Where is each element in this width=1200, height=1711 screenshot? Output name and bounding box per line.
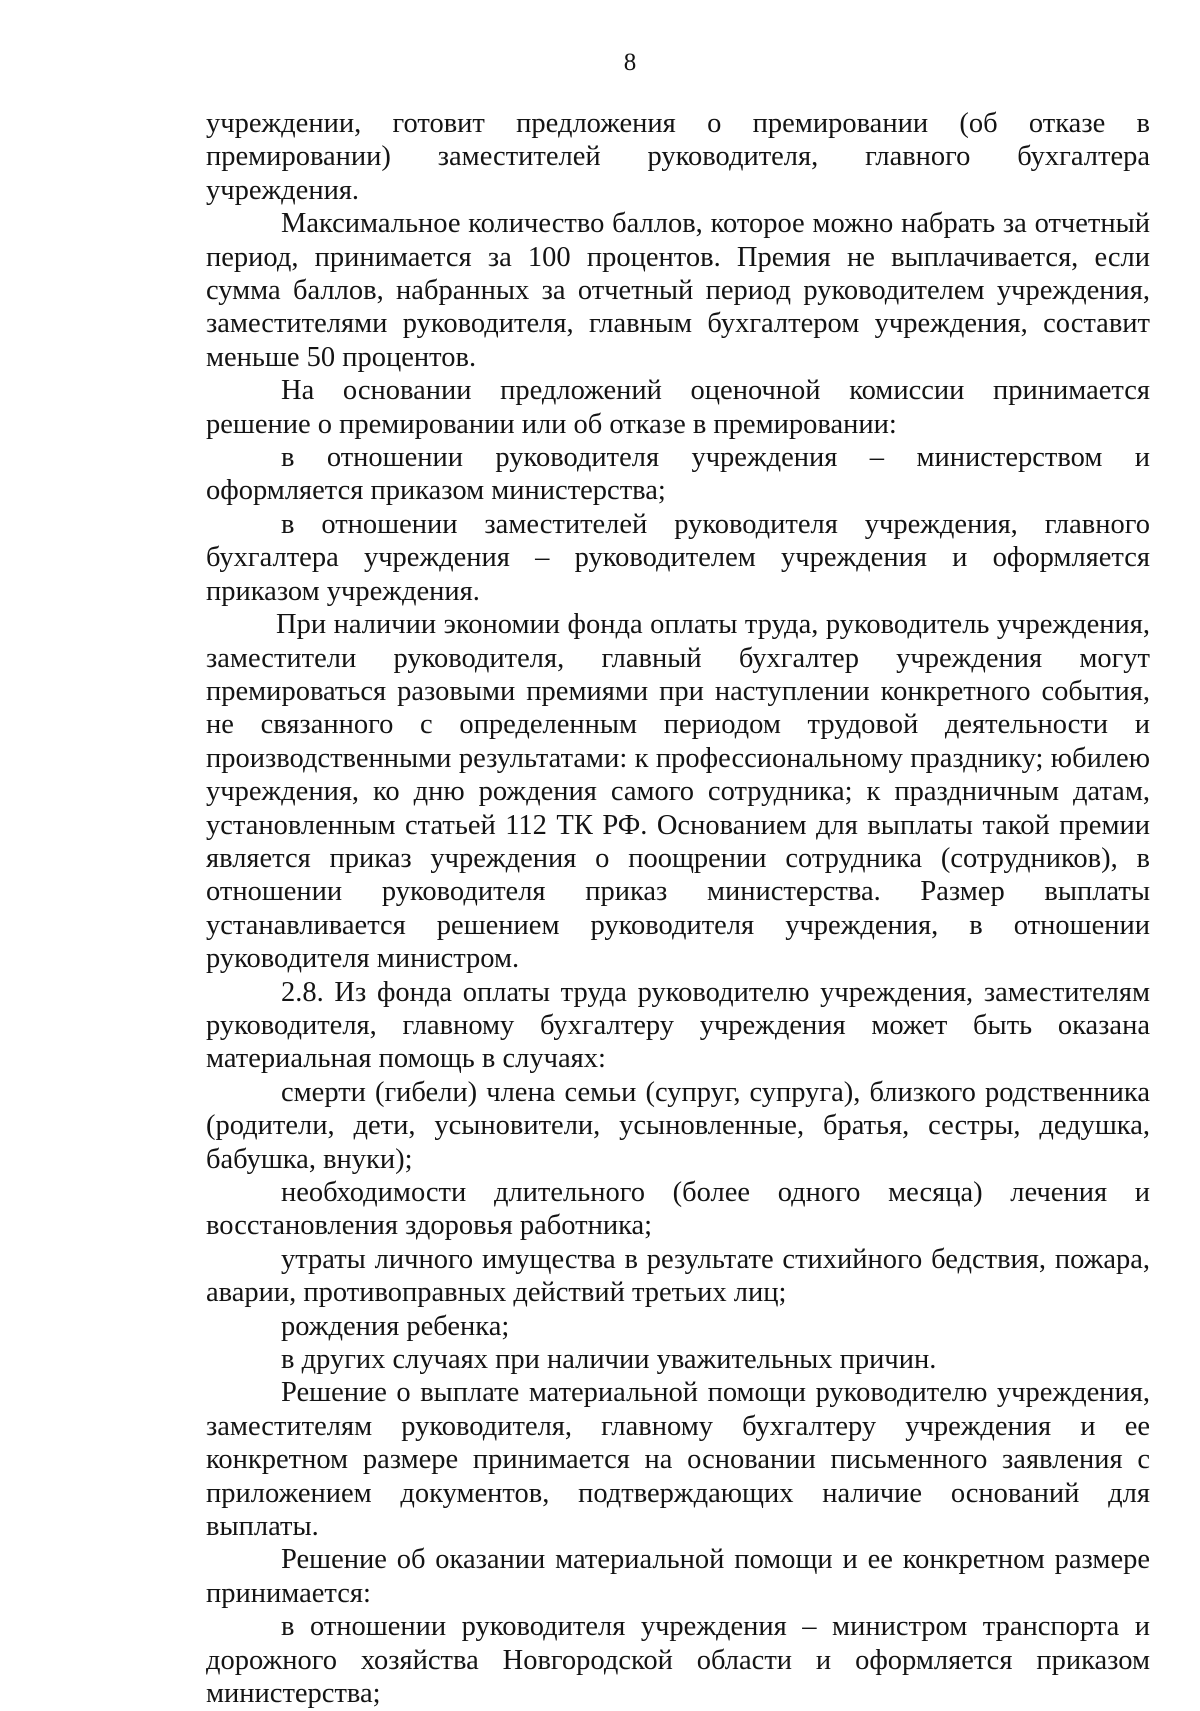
paragraph-3: На основании предложений оценочной комиссии принимается решение о премировании или об отказе в премировании:	[206, 375, 1150, 440]
paragraph-7: 2.8. Из фонда оплаты труда руководителю учреждения, заместителям руководителя, главному бухгалтеру учреждения может быть оказана материальная помощь в случаях:	[206, 976, 1150, 1075]
paragraph-5: в отношении заместителей руководителя учреждения, главного бухгалтера учреждения – руководителем учреждения и оформляется приказом учреждения.	[206, 508, 1150, 607]
paragraph-4: в отношении руководителя учреждения – министерством и оформляется приказом министерства;	[206, 442, 1150, 507]
paragraph-14: Решение об оказании материальной помощи и ее конкретном размере принимается:	[206, 1544, 1150, 1609]
paragraph-10: утраты личного имущества в результате стихийного бедствия, пожара, аварии, противоправных действий третьих лиц;	[206, 1243, 1150, 1309]
paragraph-13: Решение о выплате материальной помощи руководителю учреждения, заместителям руководителя, главному бухгалтеру учреждения и ее конкретном размере принимается на основании письменного заявления с приложением документов, подтверждающих наличие оснований для выплаты.	[206, 1377, 1150, 1543]
paragraph-1: учреждении, готовит предложения о премировании (об отказе в премировании) заместителей руководителя, главного бухгалтера учреждения.	[206, 108, 1150, 206]
paragraph-11: рождения ребенка;	[281, 1310, 510, 1342]
paragraph-12: в других случаях при наличии уважительных причин.	[281, 1344, 937, 1376]
paragraph-8: смерти (гибели) члена семьи (супруг, супруга), близкого родственника (родители, дети, усыновители, усыновленные, братья, сестры, дедушка, бабушка, внуки);	[206, 1076, 1150, 1175]
paragraph-15: в отношении руководителя учреждения – министром транспорта и дорожного хозяйства Новгородской области и оформляется приказом министерства;	[206, 1611, 1150, 1710]
page-number: 8	[623, 49, 637, 76]
paragraph-9: необходимости длительного (более одного месяца) лечения и восстановления здоровья работника;	[206, 1177, 1150, 1242]
document-body	[206, 107, 1150, 1711]
paragraph-2: Максимальное количество баллов, которое можно набрать за отчетный период, принимается за 100 процентов. Премия не выплачивается, если сумма баллов, набранных за отчетный период руководителем учреждения, заместителями руководителя, главным бухгалтером учреждения, составит меньше 50 процентов.	[206, 208, 1150, 373]
paragraph-6: При наличии экономии фонда оплаты труда, руководитель учреждения, заместители руководителя, главный бухгалтер учреждения могут премироваться разовыми премиями при наступлении конкретного события, не связанного с определенным периодом трудовой деятельности и производственными результатами: к профессиональному празднику; юбилею учреждения, ко дню рождения самого сотрудника; к праздничным датам, установленным статьей 112 ТК РФ. Основанием для выплаты такой премии является приказ учреждения о поощрении сотрудника (сотрудников), в отношении руководителя приказ министерства. Размер выплаты устанавливается решением руководителя учреждения, в отношении руководителя министром.	[206, 609, 1150, 975]
